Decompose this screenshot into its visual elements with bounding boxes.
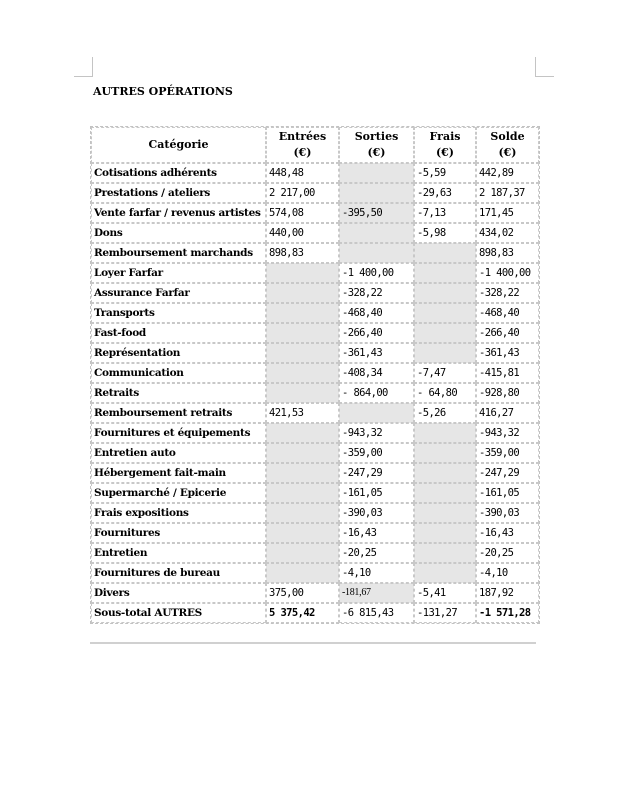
cell-category: Cotisations adhérents [91, 163, 266, 183]
cell-entrees: 440,00 [266, 223, 339, 243]
cell-category: Remboursement marchands [91, 243, 266, 263]
table-row [91, 223, 539, 243]
header-entrees-unit: (€) [293, 146, 312, 159]
cell-sorties: -395,50 [339, 203, 414, 223]
total-sorties: -6 815,43 [339, 603, 414, 623]
cell-solde: 442,89 [476, 163, 539, 183]
cell-solde: -1 400,00 [476, 263, 539, 283]
cell-category: Frais expositions [91, 503, 266, 523]
cell-sorties: -16,43 [339, 523, 414, 543]
cell-category: Transports [91, 303, 266, 323]
cell-solde: 171,45 [476, 203, 539, 223]
cell-solde: 434,02 [476, 223, 539, 243]
cell-entrees [266, 383, 339, 403]
table-row [91, 263, 539, 283]
cell-frais: -7,47 [414, 363, 476, 383]
crop-mark-top-left-vertical [92, 57, 93, 77]
cell-entrees [266, 343, 339, 363]
cell-category: Remboursement retraits [91, 403, 266, 423]
cell-category: Hébergement fait-main [91, 463, 266, 483]
cell-frais [414, 463, 476, 483]
cell-entrees [266, 363, 339, 383]
cell-solde: -247,29 [476, 463, 539, 483]
cell-sorties: -247,29 [339, 463, 414, 483]
operations-table [90, 126, 540, 624]
cell-sorties: -1 400,00 [339, 263, 414, 283]
cell-sorties: -328,22 [339, 283, 414, 303]
table-row [91, 463, 539, 483]
table-row [91, 163, 539, 183]
table-row [91, 383, 539, 403]
cell-solde: -328,22 [476, 283, 539, 303]
cell-solde: -4,10 [476, 563, 539, 583]
cell-category: Vente farfar / revenus artistes [91, 203, 266, 223]
table-row [91, 403, 539, 423]
header-frais [414, 127, 476, 163]
table-row [91, 203, 539, 223]
cell-entrees [266, 503, 339, 523]
cell-frais [414, 483, 476, 503]
cell-sorties: -408,34 [339, 363, 414, 383]
cell-frais: - 64,80 [414, 383, 476, 403]
cell-solde: 898,83 [476, 243, 539, 263]
cell-sorties [339, 243, 414, 263]
table-row [91, 423, 539, 443]
cell-category: Fournitures de bureau [91, 563, 266, 583]
cell-entrees [266, 323, 339, 343]
cell-solde: -943,32 [476, 423, 539, 443]
cell-sorties: -361,43 [339, 343, 414, 363]
header-sorties-label: Sorties [354, 130, 399, 143]
cell-entrees: 375,00 [266, 583, 339, 603]
table-row [91, 563, 539, 583]
table-row [91, 283, 539, 303]
total-solde: -1 571,28 [476, 603, 539, 623]
cell-frais: -5,59 [414, 163, 476, 183]
cell-frais: -7,13 [414, 203, 476, 223]
table-row [91, 243, 539, 263]
cell-solde: -361,43 [476, 343, 539, 363]
cell-category: Divers [91, 583, 266, 603]
table-header-row [91, 127, 539, 163]
header-entrees-label: Entrées [278, 130, 327, 143]
cell-category: Fournitures et équipements [91, 423, 266, 443]
cell-sorties: -181,67 [339, 583, 414, 603]
cell-solde: -161,05 [476, 483, 539, 503]
cell-category: Prestations / ateliers [91, 183, 266, 203]
cell-frais: -5,98 [414, 223, 476, 243]
cell-entrees [266, 303, 339, 323]
cell-category: Communication [91, 363, 266, 383]
cell-entrees [266, 283, 339, 303]
cell-entrees [266, 483, 339, 503]
cell-entrees [266, 423, 339, 443]
table-row [91, 183, 539, 203]
cell-solde: -20,25 [476, 543, 539, 563]
total-row [91, 603, 539, 623]
cell-frais [414, 523, 476, 543]
cell-solde: -928,80 [476, 383, 539, 403]
cell-sorties: -266,40 [339, 323, 414, 343]
cell-category: Retraits [91, 383, 266, 403]
crop-mark-top-right-horizontal [535, 76, 554, 77]
header-solde [476, 127, 539, 163]
cell-sorties [339, 403, 414, 423]
cell-category: Fast-food [91, 323, 266, 343]
cell-category: Dons [91, 223, 266, 243]
cell-solde: 187,92 [476, 583, 539, 603]
crop-mark-top-left-horizontal [74, 76, 93, 77]
cell-category: Assurance Farfar [91, 283, 266, 303]
cell-frais [414, 243, 476, 263]
total-frais: -131,27 [414, 603, 476, 623]
cell-solde: -16,43 [476, 523, 539, 543]
cell-frais [414, 283, 476, 303]
cell-sorties: - 864,00 [339, 383, 414, 403]
cell-entrees [266, 463, 339, 483]
table-row [91, 303, 539, 323]
header-sorties [339, 127, 414, 163]
cell-frais: -5,41 [414, 583, 476, 603]
header-frais-label: Frais [429, 130, 461, 143]
cell-solde: -468,40 [476, 303, 539, 323]
cell-frais [414, 543, 476, 563]
cell-solde: -359,00 [476, 443, 539, 463]
cell-sorties: -4,10 [339, 563, 414, 583]
cell-sorties [339, 163, 414, 183]
cell-category: Représentation [91, 343, 266, 363]
cell-frais [414, 503, 476, 523]
cell-entrees [266, 263, 339, 283]
cell-sorties: -468,40 [339, 303, 414, 323]
total-entrees: 5 375,42 [266, 603, 339, 623]
horizontal-divider [90, 642, 536, 644]
cell-frais [414, 303, 476, 323]
table-row [91, 543, 539, 563]
cell-sorties [339, 223, 414, 243]
cell-solde: 416,27 [476, 403, 539, 423]
cell-entrees: 574,08 [266, 203, 339, 223]
cell-frais: -29,63 [414, 183, 476, 203]
cell-solde: -390,03 [476, 503, 539, 523]
cell-entrees: 898,83 [266, 243, 339, 263]
header-sorties-unit: (€) [367, 146, 386, 159]
total-label: Sous-total AUTRES [91, 603, 266, 623]
cell-solde: 2 187,37 [476, 183, 539, 203]
cell-frais [414, 263, 476, 283]
cell-entrees [266, 563, 339, 583]
cell-entrees: 2 217,00 [266, 183, 339, 203]
cell-category: Loyer Farfar [91, 263, 266, 283]
cell-category: Supermarché / Epicerie [91, 483, 266, 503]
cell-sorties: -20,25 [339, 543, 414, 563]
cell-entrees [266, 523, 339, 543]
table-row [91, 483, 539, 503]
table-row [91, 523, 539, 543]
cell-sorties: -359,00 [339, 443, 414, 463]
cell-solde: -415,81 [476, 363, 539, 383]
table-row [91, 443, 539, 463]
cell-category: Fournitures [91, 523, 266, 543]
cell-sorties: -390,03 [339, 503, 414, 523]
table-row [91, 583, 539, 603]
cell-category: Entretien auto [91, 443, 266, 463]
cell-entrees: 421,53 [266, 403, 339, 423]
header-solde-unit: (€) [498, 146, 517, 159]
cell-frais [414, 563, 476, 583]
header-category [91, 127, 266, 163]
cell-frais [414, 323, 476, 343]
header-entrees [266, 127, 339, 163]
cell-entrees [266, 543, 339, 563]
cell-sorties: -943,32 [339, 423, 414, 443]
cell-frais [414, 343, 476, 363]
cell-frais [414, 423, 476, 443]
cell-entrees [266, 443, 339, 463]
cell-category: Entretien [91, 543, 266, 563]
cell-solde: -266,40 [476, 323, 539, 343]
table-row [91, 503, 539, 523]
cell-sorties [339, 183, 414, 203]
table-row [91, 363, 539, 383]
cell-entrees: 448,48 [266, 163, 339, 183]
table-row [91, 323, 539, 343]
header-frais-unit: (€) [435, 146, 455, 159]
table-row [91, 343, 539, 363]
cell-frais [414, 443, 476, 463]
section-title: AUTRES OPÉRATIONS [93, 85, 233, 98]
crop-mark-top-right-vertical [535, 57, 536, 77]
header-solde-label: Solde [490, 130, 525, 143]
cell-frais: -5,26 [414, 403, 476, 423]
header-category-label: Catégorie [148, 138, 209, 151]
cell-sorties: -161,05 [339, 483, 414, 503]
